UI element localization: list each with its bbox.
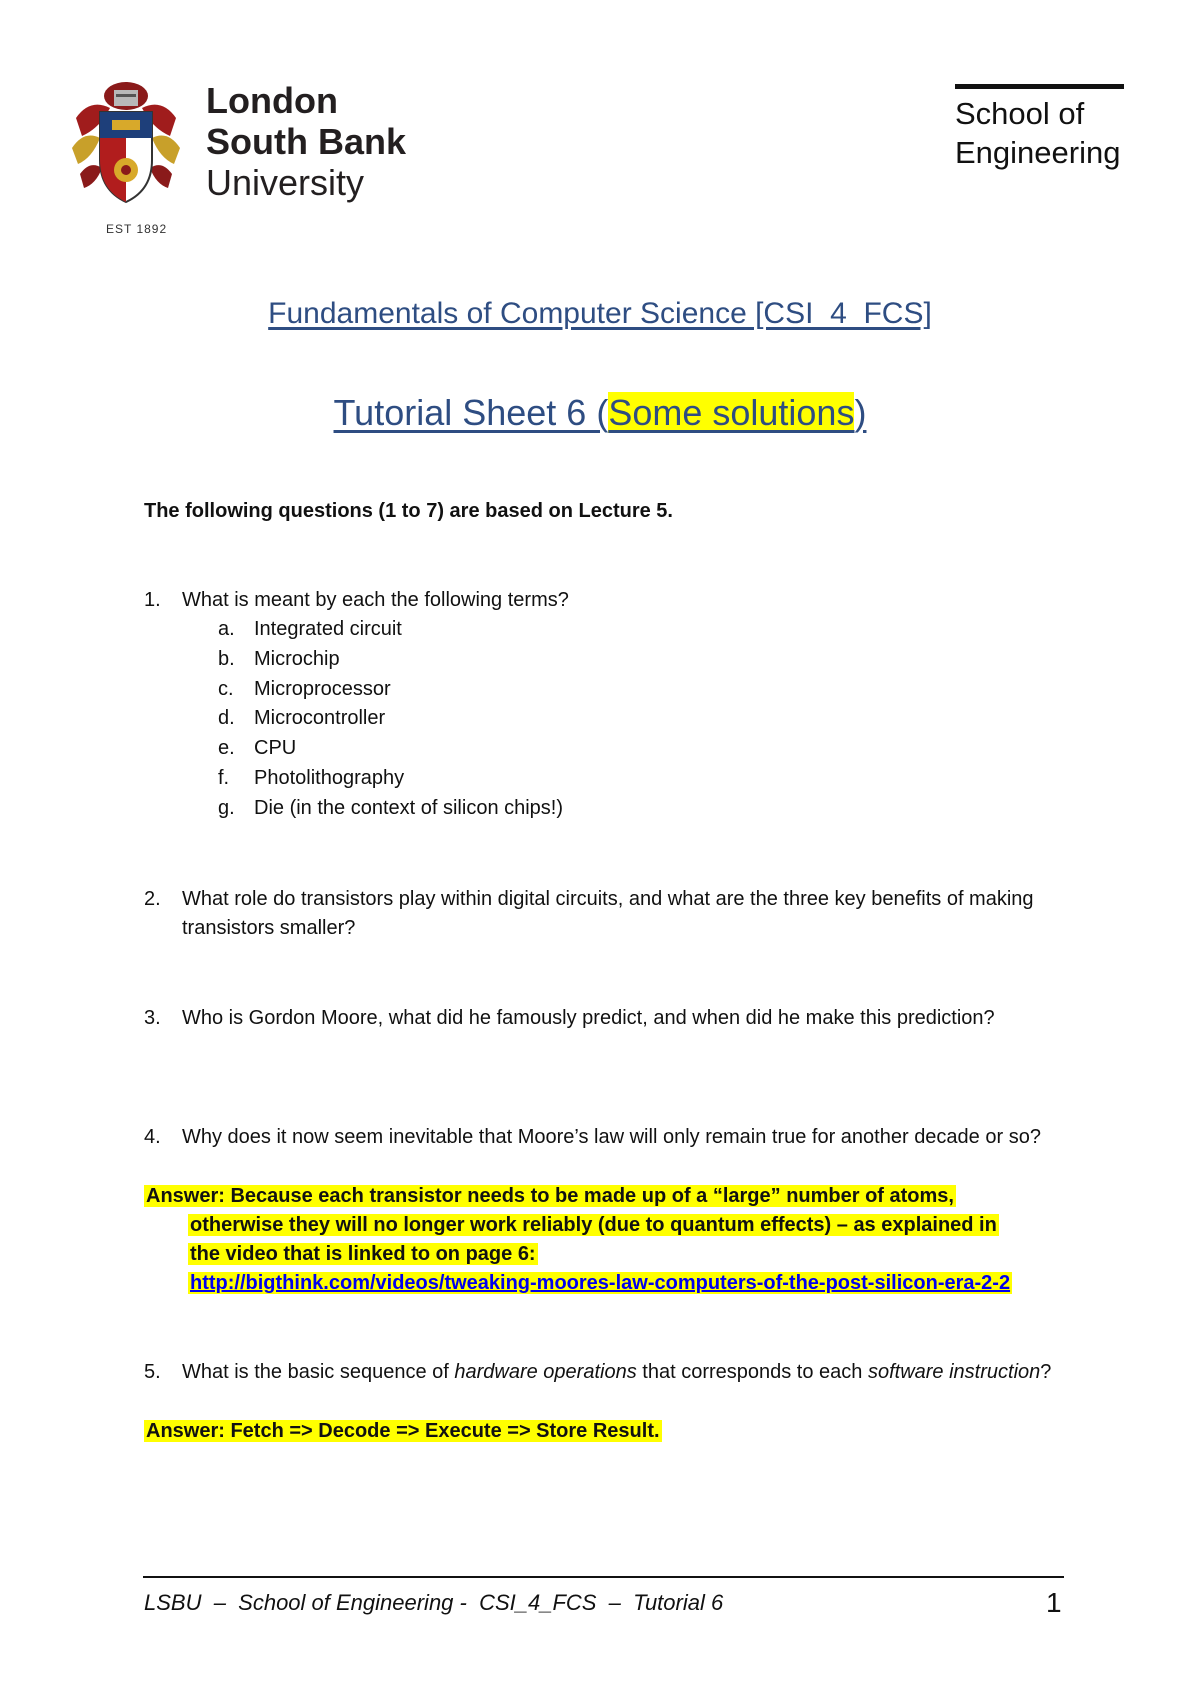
answer-line: [188, 1269, 1084, 1298]
answer-text: the video that is linked to on page 6:: [190, 1243, 536, 1265]
item-letter: b.: [218, 647, 235, 670]
question-5-answer: [144, 1417, 1084, 1446]
question-number: 1.: [144, 589, 161, 611]
list-item: [218, 645, 563, 675]
page-number: 1: [1046, 1587, 1062, 1618]
list-item: [218, 764, 563, 794]
question-1-terms-list: [218, 615, 563, 824]
school-name-line-2: Engineering: [955, 135, 1121, 170]
course-title: Fundamentals of Computer Science [CSI_4_FCS]: [268, 297, 932, 330]
school-name-line-1: School of: [955, 96, 1085, 131]
question-text-part: that corresponds to each: [636, 1361, 868, 1383]
school-rule: [955, 84, 1124, 89]
school-name: [955, 94, 1120, 172]
list-item: [218, 794, 563, 824]
university-crest-logo: [70, 78, 182, 206]
intro-text: The following questions (1 to 7) are based on Lecture 5.: [144, 500, 673, 522]
question-text: [182, 1358, 1074, 1387]
question-text: Who is Gordon Moore, what did he famously predict, and when did he make this prediction?: [182, 1007, 995, 1029]
question-text-part: What is the basic sequence of: [182, 1361, 455, 1383]
item-text: Integrated circuit: [254, 618, 402, 640]
item-letter: e.: [218, 737, 235, 760]
question-number: 5.: [144, 1361, 161, 1383]
question-2: [144, 885, 1074, 943]
university-name-line-2: South Bank: [206, 121, 407, 162]
question-text: Why does it now seem inevitable that Moore’s law will only remain true for another decade or so?: [182, 1126, 1041, 1148]
item-text: Microchip: [254, 647, 340, 670]
established-year: EST 1892: [106, 222, 168, 236]
item-letter: d.: [218, 707, 235, 730]
answer-text: otherwise they will no longer work reliably (due to quantum effects) – as explained in: [190, 1214, 997, 1236]
university-name-line-1: London: [206, 80, 338, 121]
question-number: 3.: [144, 1007, 161, 1029]
list-item: [218, 675, 563, 705]
tutorial-title-highlight: Some solutions: [608, 392, 855, 433]
item-letter: a.: [218, 618, 235, 640]
question-text-italic: hardware operations: [454, 1361, 637, 1383]
question-text: What is meant by each the following terms?: [182, 589, 569, 611]
item-letter: g.: [218, 796, 235, 819]
answer-line: [188, 1240, 1084, 1269]
question-number: 2.: [144, 888, 161, 910]
question-1: [144, 586, 1074, 615]
answer-text: Answer: Because each transistor needs to be made up of a “large” number of atoms,: [146, 1185, 954, 1207]
item-text: Photolithography: [254, 766, 405, 789]
question-text-italic: software instruction: [867, 1361, 1041, 1383]
answer-line: [188, 1211, 1084, 1240]
question-4: [144, 1123, 1074, 1152]
question-5: [144, 1358, 1074, 1387]
tutorial-title: [0, 392, 1200, 434]
list-item: [218, 704, 563, 734]
video-link[interactable]: http://bigthink.com/videos/tweaking-moores-law-computers-of-the-post-silicon-era-2-2: [190, 1272, 1011, 1294]
item-text: Microcontroller: [254, 707, 386, 730]
question-3: [144, 1004, 1074, 1033]
item-letter: f.: [218, 766, 230, 789]
footer-text: LSBU – School of Engineering - CSI_4_FCS – Tutorial 6: [144, 1590, 724, 1615]
item-text: Die (in the context of silicon chips!): [254, 796, 564, 819]
tutorial-title-prefix: Tutorial Sheet 6 (: [333, 392, 609, 433]
question-text-part: ?: [1040, 1361, 1052, 1383]
university-name-line-3: University: [206, 162, 365, 203]
answer-text: Answer: Fetch => Decode => Execute => Store Result.: [146, 1420, 660, 1442]
answer-line: [144, 1182, 1084, 1211]
question-4-answer: [144, 1182, 1084, 1298]
item-text: CPU: [254, 737, 297, 760]
question-text: What role do transistors play within digital circuits, and what are the three key benefits of making transistors smaller?: [182, 888, 1034, 939]
footer-rule: [143, 1576, 1064, 1578]
question-number: 4.: [144, 1126, 161, 1148]
list-item: [218, 734, 563, 764]
university-name: [206, 80, 406, 203]
list-item: [218, 615, 563, 645]
tutorial-title-suffix: ): [854, 392, 867, 433]
item-letter: c.: [218, 677, 234, 700]
item-text: Microprocessor: [254, 677, 391, 700]
